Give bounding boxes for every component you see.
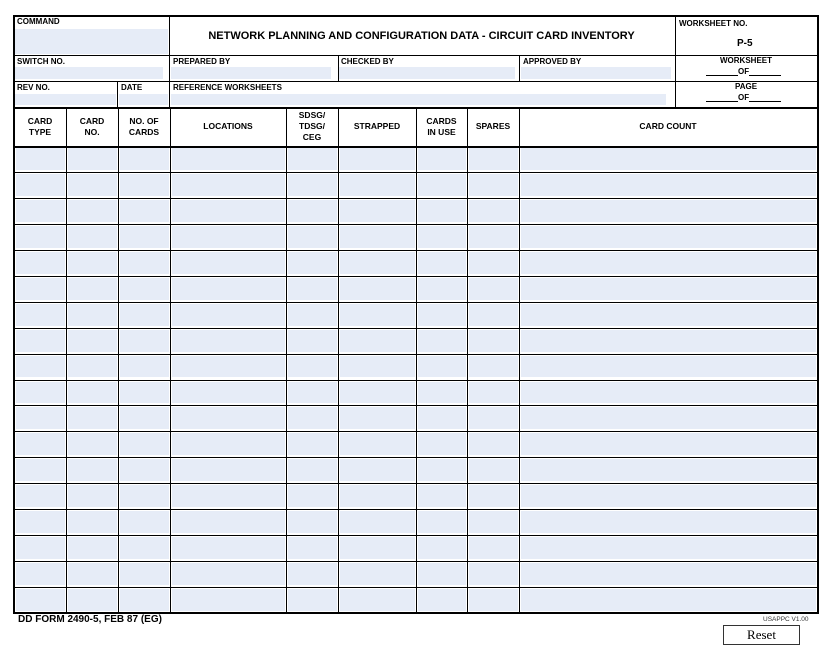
form-title: NETWORK PLANNING AND CONFIGURATION DATA - CIRCUIT CARD INVENTORY — [208, 30, 635, 42]
command-label: COMMAND — [17, 17, 60, 26]
page-of-text: OF — [738, 93, 750, 102]
column-header-text: CEG — [302, 132, 322, 142]
column-header-text: SDSG/ — [298, 110, 326, 120]
reset-button[interactable]: Reset — [723, 625, 800, 645]
worksheet-of-text: OF — [738, 67, 750, 76]
column-header-text: SPARES — [475, 121, 511, 131]
prepared-by-label: PREPARED BY — [173, 57, 231, 66]
form-border — [13, 15, 819, 614]
column-header-text: LOCATIONS — [203, 121, 253, 131]
checked-by-label: CHECKED BY — [341, 57, 394, 66]
rev-no-label: REV NO. — [17, 83, 50, 92]
page-label: PAGE — [734, 82, 758, 91]
column-header-text: IN USE — [427, 126, 456, 137]
reference-worksheets-label: REFERENCE WORKSHEETS — [173, 83, 282, 92]
worksheet-no-value: P-5 — [737, 38, 753, 49]
column-header-text: TDSG/ — [299, 121, 325, 131]
approved-by-label: APPROVED BY — [523, 57, 582, 66]
column-header-text: CARD COUNT — [639, 121, 697, 131]
column-header-text: TYPE — [28, 126, 52, 137]
switch-no-label: SWITCH NO. — [17, 57, 65, 66]
column-header-text: CARD — [27, 115, 53, 126]
column-header-text: CARDS — [128, 126, 160, 137]
worksheet-label: WORKSHEET — [720, 56, 772, 65]
date-label: DATE — [121, 83, 143, 92]
column-header-text: NO. — [84, 126, 100, 137]
column-header-text: NO. OF — [129, 115, 159, 126]
version-label: USAPPC V1.00 — [763, 616, 809, 623]
column-header-text: CARDS — [426, 115, 457, 126]
column-header-text: CARD — [79, 115, 105, 126]
column-header-text: STRAPPED — [353, 121, 401, 131]
form-id: DD FORM 2490-5, FEB 87 (EG) — [18, 614, 162, 625]
worksheet-no-label: WORKSHEET NO. — [679, 19, 748, 28]
